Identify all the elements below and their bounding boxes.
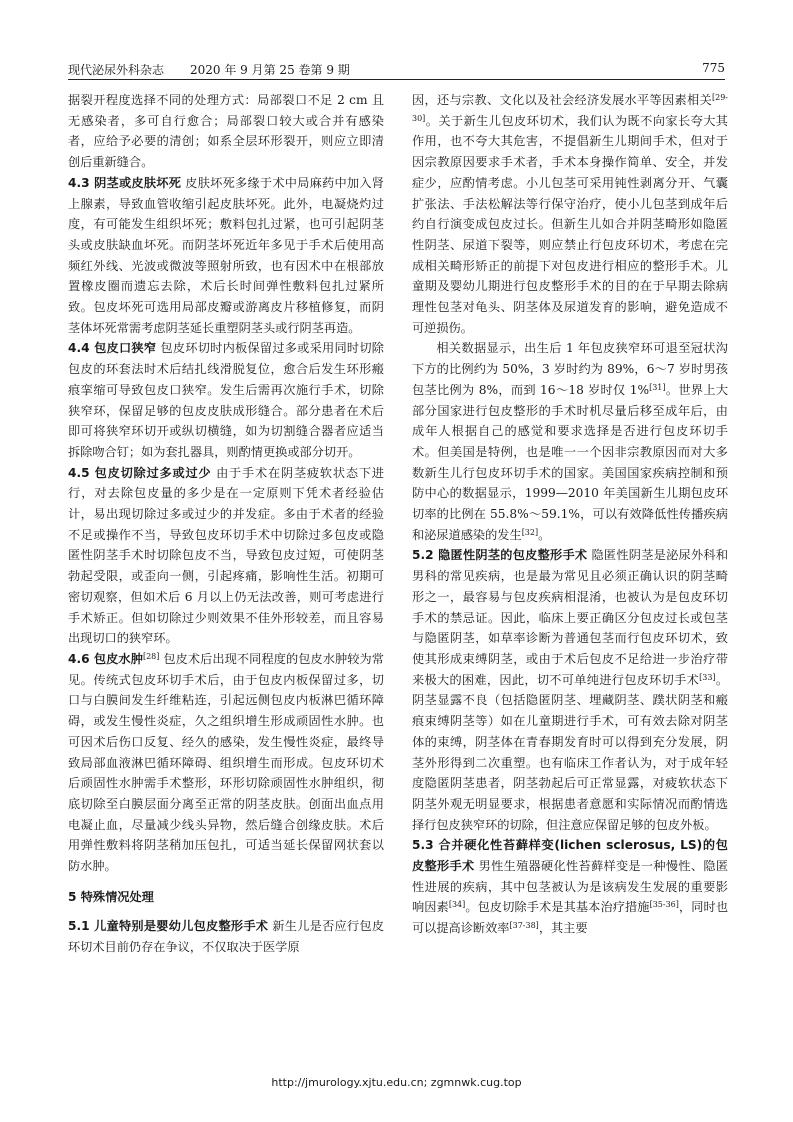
section-5-heading: 5 特殊情况处理: [68, 889, 154, 904]
citation: [32]: [521, 527, 539, 537]
text-run: 相关数据显示，出生后 1 年包皮狭窄环可退至冠状沟下方的比例约为 50%，3 岁时约为 89%，6～7 岁时男孩包茎比例为 8%，而到 16～18 岁时仅 1%: [412, 341, 728, 397]
section-heading: 4.4 包皮口狭窄: [68, 341, 157, 356]
citation: [37-38]: [509, 921, 539, 931]
section-heading: 5.1 儿童特别是婴幼儿包皮整形手术: [68, 919, 269, 934]
section-4-6: [68, 649, 384, 877]
page-number: 775: [702, 61, 725, 75]
section-5-2: [412, 545, 728, 835]
citation: [34]: [448, 900, 466, 910]
section-text: 包皮环切时内板保留过多或采用同时切除包皮的环套法时术后结扎线滑脱复位，愈合后发生环形瘢痕挛缩可导致包皮口狭窄。发生后需再次施行手术，切除狭窄环，保留足够的包皮皮肤成形缝合。部分患者在术后即可将狭窄环切开或纵切横缝，如为切割缝合器者应适当拆除吻合钉；如为套扎器具，则酌情更换或部分切开。: [68, 341, 384, 459]
section-heading: 5.2 隐匿性阴茎的包皮整形手术: [412, 548, 588, 563]
section-text: 。阴茎显露不良（包括隐匿阴茎、埋藏阴茎、蹼状阴茎和瘢痕束缚阴茎等）如在儿童期进行手术，可有效去除对阴茎体的束缚，阴茎体在青春期发育时可以得到充分发展，阴茎外形得到二次重塑。也有临床工作者认为，对于成年轻度隐匿阴茎患者，阴茎勃起后可正常显露，对疲软状态下阴茎外观无明显要求，根据患者意愿和实际情况而酌情选择行包皮狭窄环的切除，但注意应保留足够的包皮外板。: [412, 672, 729, 832]
running-header: [68, 57, 725, 80]
section-text: 包皮术后出现不同程度的包皮水肿较为常见。传统式包皮环切手术后，由于包皮内板保留过多，切口与白膜间发生纤维粘连，引起远侧包皮内板淋巴循环障碍，或发生慢性炎症，久之组织增生形成顽固性水肿。也可因术后伤口反复、经久的感染，发生慢性炎症，最终导致局部血液淋巴循环障碍、组织增生而形成。包皮环切术后顽固性水肿需手术整形，环形切除顽固性水肿组织，彻底切除至白膜层面分离至正常的阴茎皮肤。创面出血点用电凝止血，尽量减少线头异物，然后缝合创缘皮肤。术后用弹性敷料将阴茎稍加压包扎，可适当延长保留网状套以防水肿。: [68, 651, 384, 874]
journal-name: 现代泌尿外科杂志: [68, 63, 165, 77]
section-5-3: [412, 835, 728, 939]
citation: [33]: [699, 672, 716, 682]
section-text: ，同时也可以提高诊断效率: [412, 900, 729, 936]
text-run: 。关于新生儿包皮环切术，我们认为既不向家长夸大其作用，也不夸大其危害，不提倡新生儿期间手术，但对于因宗教原因要求手术者，手术本身操作简单、安全，并发症少，应酌情考虑。小儿包茎可采用钝性剥离分开、气囊扩张法、手法松解法等行保守治疗，使小儿包茎到成年后约自行演变成包皮过长。但新生儿如合并阴茎畸形如隐匿性阴茎、尿道下裂等，则应禁止行包皮环切术，考虑在完成相关畸形矫正的前提下对包皮进行相应的整形手术。儿童期及婴幼儿期进行包皮整形手术的目的在于早期去除病理性包茎对龟头、阴茎体及尿道发育的影响，避免造成不可逆损伤。: [412, 113, 728, 335]
section-text: 男性生殖器硬化性苔藓样变是一种慢性、隐匿性进展的疾病，其中包茎被认为是该病发生发展的重要影响因素: [412, 859, 729, 915]
citation: [29-30]: [412, 93, 728, 123]
footer-urls: http://jmurology.xjtu.edu.cn; zgmnwk.cug.top: [271, 1076, 522, 1089]
citation: [28]: [142, 651, 160, 661]
section-heading: 4.3 阴茎或皮肤坏死: [68, 175, 182, 190]
section-text: 。包皮切除手术是其基本治疗措施: [465, 900, 650, 915]
paragraph: 据裂开程度选择不同的处理方式：局部裂口不足 2 cm 且无感染者，多可自行愈合；局部裂口较大或合并有感染者，应给予必要的清创；如系全层环形裂开，则应立即清创后重新缝合。: [68, 93, 384, 170]
section-text: 新生儿是否应行包皮环切术目前仍存在争议，不仅取决于医学原: [68, 919, 385, 955]
issue-info: 2020 年 9 月第 25 卷第 9 期: [190, 63, 350, 77]
text-run: 因，还与宗教、文化以及社会经济发展水平等因素相关: [412, 93, 712, 107]
text-run: 。世界上大部分国家进行包皮整形的手术时机尽量后移至成年后，由成年人根据自己的感觉和要求选择是否进行包皮环切手术。但美国是特例，也是唯一一个因非宗教原因而对大多数新生儿行包皮环切手术的国家。美国国家疾病控制和预防中心的数据显示，1999—2010 年美国新生儿期包皮环切率的比例在 55.8%～59.1%，可以有效降低性传播疾病和泌尿道感染的发生: [412, 382, 729, 542]
section-4-4: [68, 338, 384, 462]
section-5-1: [68, 916, 384, 957]
citation: [31]: [649, 382, 666, 392]
paragraph: [412, 338, 728, 545]
left-column: [68, 90, 384, 958]
text-run: 。: [538, 527, 551, 542]
section-4-5: [68, 463, 384, 649]
citation: [35-36]: [649, 900, 679, 910]
paragraph: [412, 90, 728, 338]
section-heading: 4.5 包皮切除过多或过少: [68, 465, 212, 480]
right-column: [412, 90, 728, 939]
section-text: 由于手术在阴茎疲软状态下进行，对去除包皮量的多少是在一定原则下凭术者经验估计，易出现切除过多或过少的并发症。多由于术者的经验不足或操作不当，导致包皮环切手术中切除过多包皮或隐匿性阴茎手术时切除包皮不当，导致包皮过短，可使阴茎勃起受限，或歪向一侧，引起疼痛，影响性生活。初期可密切观察，但如术后 6 月以上仍无法改善，则可考虑进行手术矫正。但如切除过少则效果不佳外形较差，而且容易出现切口的狭窄环。: [68, 465, 384, 646]
section-4-3: [68, 173, 384, 339]
section-text: 皮肤坏死多缘于术中局麻药中加入肾上腺素，导致血管收缩引起皮肤坏死。此外，电凝烧灼过度，有可能发生组织坏死；敷料包扎过紧，也可引起阴茎头或皮肤缺血坏死。而阴茎坏死近年多见于手术后使用高频红外线、光波或微波等照射所致，也有因术中在根部放置橡皮圈而遗忘去除，术后长时间弹性敷料包扎过紧所致。包皮坏死可选用局部皮瓣或游离皮片移植修复，而阴茎体坏死常需考虑阴茎延长重塑阴茎头或行阴茎再造。: [68, 175, 384, 335]
section-heading: 4.6 包皮水肿: [68, 651, 143, 666]
section-text: ，其主要: [538, 921, 588, 936]
section-heading: 5.3 合并硬化性苔藓样变(lichen sclerosus, LS)的包皮整形手术: [412, 838, 728, 874]
section-text: 隐匿性阴茎是泌尿外科和男科的常见疾病，也是最为常见且必须正确认识的阴茎畸形之一，最容易与包皮疾病相混淆，也被认为是包皮环切手术的禁忌证。因此，临床上要正确区分包皮过长或包茎与隐匿阴茎，如草率诊断为普通包茎而行包皮环切术，致使其形成束缚阴茎，或由于术后包皮不足给进一步治疗带来极大的困难，因此，切不可单纯进行包皮环切手术: [412, 548, 729, 687]
